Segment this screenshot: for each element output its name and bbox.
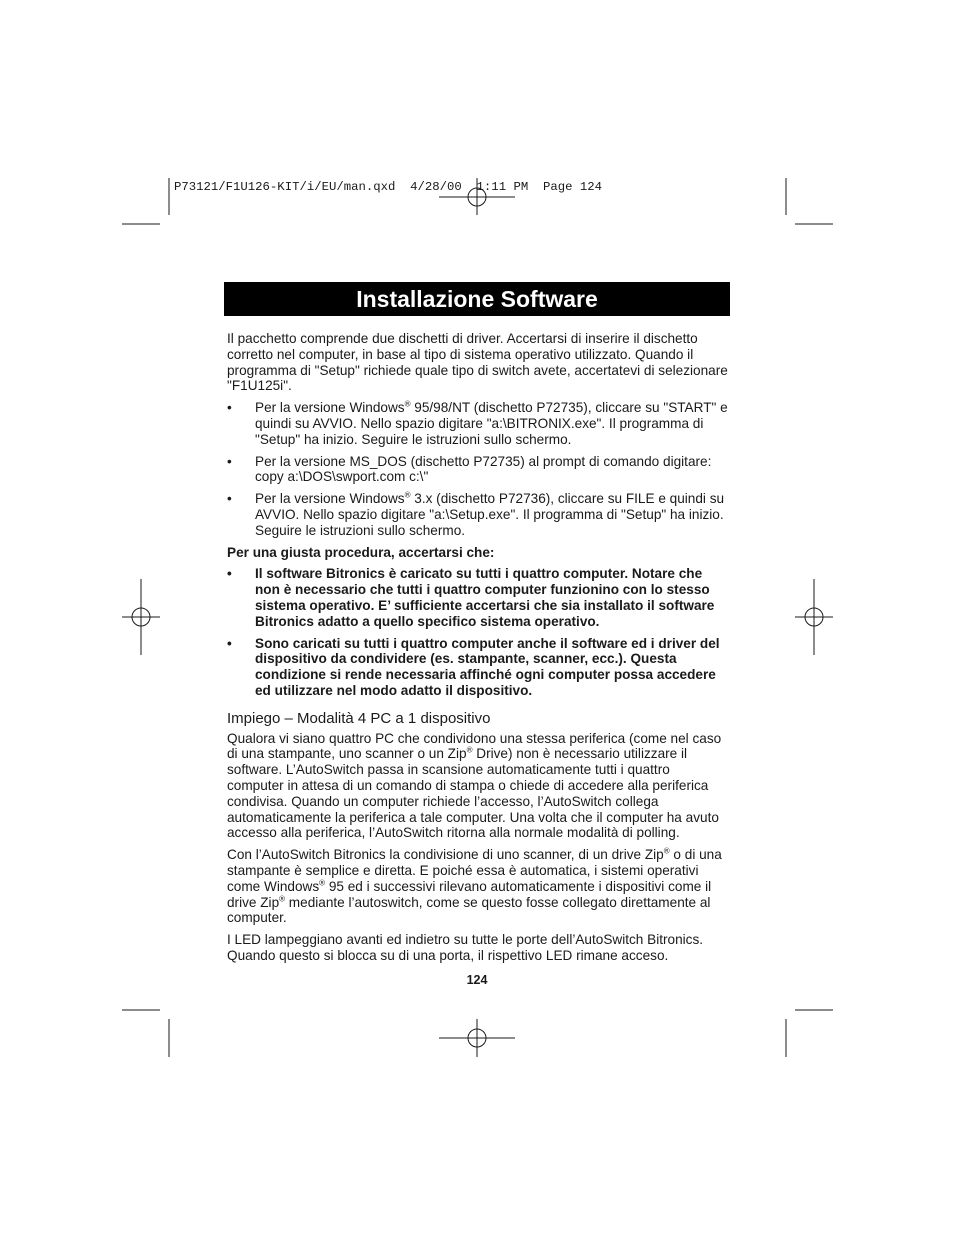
bullet-text: Per la versione Windows® 95/98/NT (dischetto P72735), cliccare su "START" e quindi su AVVIO. Nello spazio digitare "a:\BITRONIX.exe". Il programma di "Setup" ha inizio. Seguire le istruzioni sullo schermo.	[255, 399, 728, 447]
bullet-text: Per la versione Windows® 3.x (dischetto P72736), cliccare su FILE e quindi su AVVIO. Nello spazio digitare "a:\Setup.exe". Il programma di "Setup" ha inizio. Seguire le istruzioni sullo schermo.	[255, 490, 725, 538]
procedure-label: Per una giusta procedura, accertarsi che:	[227, 544, 495, 560]
list-item	[227, 636, 729, 699]
bullet-marker: •	[227, 491, 232, 507]
paragraph-led: I LED lampeggiano avanti ed indietro su tutte le porte dell’AutoSwitch Bitronics. Quando questo si blocca su di una porta, il rispettivo LED rimane acceso.	[227, 932, 704, 963]
bullet-text: Il software Bitronics è caricato su tutti i quattro computer. Notare che non è necessario che tutti i quattro computer funzionino con lo stesso sistema operativo. E’ sufficiente accertarsi che sia installato il software Bitronics adatto a quello specifico sistema operativo.	[255, 566, 715, 629]
bullet-marker: •	[227, 635, 232, 651]
registration-mark-bottom	[439, 1019, 515, 1057]
list-item	[227, 454, 729, 486]
bullet-marker: •	[227, 566, 232, 582]
bullet-text: Per la versione MS_DOS (dischetto P72735) al prompt di comando digitare: copy a:\DOS\swport.com c:\"	[255, 453, 712, 485]
paragraph-polling: Qualora vi siano quattro PC che condividono una stessa periferica (come nel caso di una stampante, uno scanner o un Zip® Drive) non è necessario utilizzare il software. L’AutoSwitch passa in scansione automaticamente tutti i quattro computer in attesa di un comando di stampa o chiede di accedere alla periferica condivisa. Quando un computer richiede l’accesso, l’AutoSwitch collega automaticamente la periferica a tale computer. Una volta che il computer ha avuto accesso alla periferica, l’AutoSwitch ritorna alla normale modalità di polling.	[227, 730, 722, 841]
page-number: 124	[466, 973, 488, 987]
registration-mark-top	[439, 178, 515, 215]
bullet-text: Sono caricati su tutti i quattro computer anche il software ed i driver del dispositivo da condividere (es. stampante, scanner, ecc.). Questa condizione si rende necessaria affinché ogni computer possa accedere ed utilizzare nel modo adatto il dispositivo.	[255, 635, 720, 698]
body-content	[227, 331, 729, 970]
list-item	[227, 491, 729, 538]
bullet-marker: •	[227, 453, 232, 469]
list-item	[227, 566, 729, 629]
print-slug-line: P73121/F1U126-KIT/i/EU/man.qxd 4/28/00 1:11 PM Page 124	[174, 180, 603, 194]
page-title: Installazione Software	[224, 282, 730, 316]
paragraph-sharing: Con l’AutoSwitch Bitronics la condivisione di uno scanner, di un drive Zip® o di una stampante è semplice e diretta. E poiché essa è automatica, i sistemi operativi come Windows® 95 ed i successivi rilevano automaticamente i dispositivi come il drive Zip® mediante l’autoswitch, come se questo fosse collegato direttamente al computer.	[227, 846, 722, 926]
intro-paragraph: Il pacchetto comprende due dischetti di driver. Accertarsi di inserire il dischetto corretto nel computer, in base al tipo di sistema operativo utilizzato. Quando il programma di "Setup" richiede quale tipo di switch avete, accertatevi di selezionare "F1U125i".	[227, 331, 728, 394]
section-heading: Impiego – Modalità 4 PC a 1 dispositivo	[227, 709, 491, 727]
bullet-marker: •	[227, 400, 232, 416]
list-item	[227, 400, 729, 447]
registration-mark-right	[795, 579, 833, 655]
registration-mark-left	[122, 579, 160, 655]
